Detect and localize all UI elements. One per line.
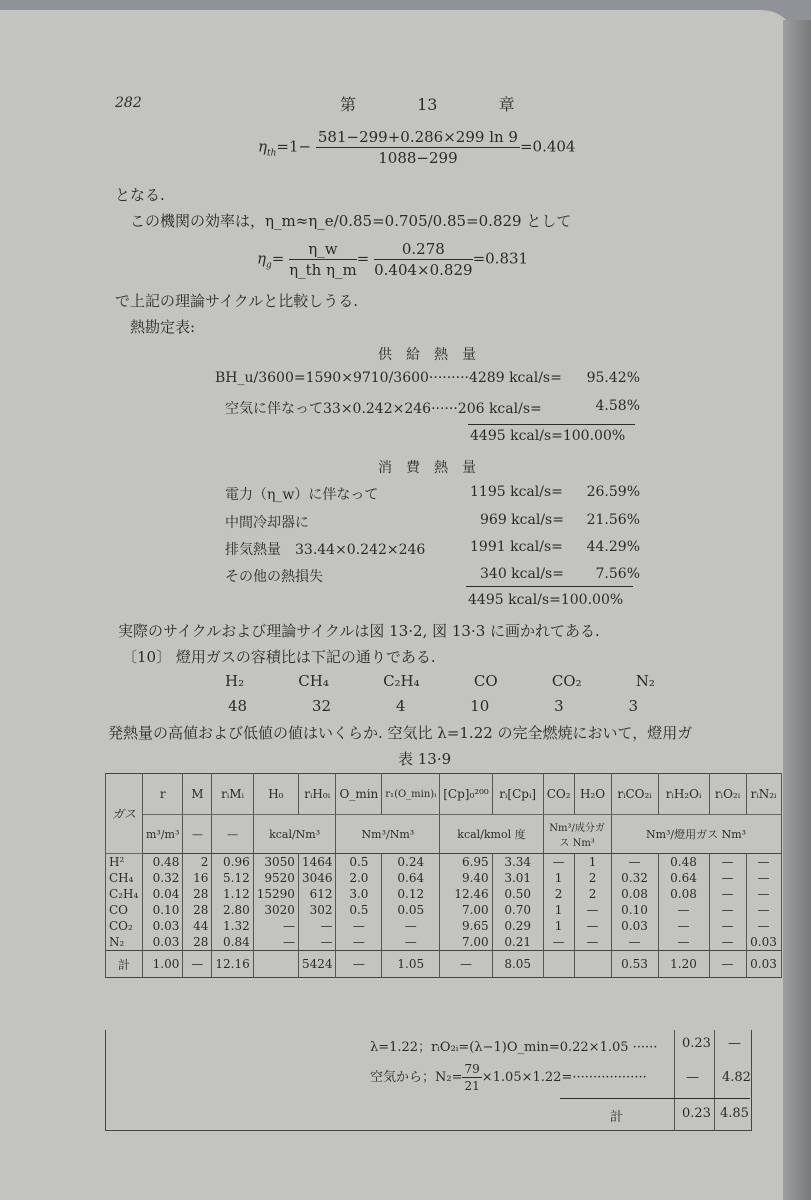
cell: 0.48 bbox=[143, 854, 183, 871]
row-value: 1991 kcal/s= bbox=[470, 539, 563, 555]
cell: 0.24 bbox=[382, 854, 440, 871]
cell: 1.12 bbox=[212, 886, 253, 902]
cell: 0.03 bbox=[143, 934, 183, 951]
footnote2-o2-value: — bbox=[686, 1070, 699, 1085]
cell: 3.0 bbox=[336, 886, 382, 902]
page-edge-shadow bbox=[783, 20, 811, 1200]
cell: — bbox=[611, 934, 658, 951]
cell bbox=[253, 951, 298, 978]
cell: 16 bbox=[183, 870, 212, 886]
cell: 1.05 bbox=[382, 951, 440, 978]
fraction bbox=[289, 240, 357, 279]
cell: 2.80 bbox=[212, 902, 253, 918]
cell: 0.12 bbox=[382, 886, 440, 902]
cell: — bbox=[336, 918, 382, 934]
cell: — bbox=[298, 918, 336, 934]
gas-name: C₂H₄ bbox=[383, 672, 420, 690]
cell: 15290 bbox=[253, 886, 298, 902]
cell: — bbox=[440, 951, 492, 978]
cell: 0.08 bbox=[611, 886, 658, 902]
header-cell: H₀ bbox=[253, 774, 298, 815]
denominator: 1088−299 bbox=[378, 149, 458, 167]
cell: 2 bbox=[543, 886, 574, 902]
chapter-heading bbox=[340, 92, 515, 115]
row-value: 340 kcal/s= bbox=[480, 566, 564, 582]
cell: — bbox=[746, 870, 781, 886]
row-value: 1195 kcal/s= bbox=[470, 484, 563, 500]
cell: 3020 bbox=[253, 902, 298, 918]
grand-total-n2: 4.85 bbox=[720, 1106, 749, 1121]
table-row bbox=[106, 886, 782, 902]
cell: 0.08 bbox=[658, 886, 709, 902]
heat-consumption-heading: 消費熱量 bbox=[378, 460, 490, 476]
header-cell: rᵢH₂Oᵢ bbox=[658, 774, 709, 815]
gas-name: N₂ bbox=[635, 672, 655, 690]
cell: — bbox=[336, 951, 382, 978]
cell: — bbox=[183, 951, 212, 978]
row-percent: 26.59% bbox=[586, 484, 640, 500]
cell: — bbox=[382, 918, 440, 934]
cell: 1 bbox=[543, 870, 574, 886]
gas-value: 4 bbox=[395, 697, 406, 715]
cell: 0.64 bbox=[658, 870, 709, 886]
grand-total-label: 計 bbox=[610, 1110, 624, 1125]
sum-rule bbox=[468, 424, 635, 425]
table-13-9 bbox=[105, 773, 782, 978]
fraction bbox=[316, 128, 520, 167]
cell: — bbox=[574, 934, 611, 951]
cell bbox=[574, 951, 611, 978]
cell: 1 bbox=[543, 918, 574, 934]
cell: — bbox=[746, 902, 781, 918]
grand-total-o2: 0.23 bbox=[682, 1106, 711, 1121]
cell: 2 bbox=[574, 870, 611, 886]
header-cell: rᵢH₀ᵢ bbox=[298, 774, 336, 815]
header-cell: CO₂ bbox=[543, 774, 574, 815]
row-label: 排気熱量 33.44×0.242×246 bbox=[225, 542, 426, 558]
footnote-n2-value: — bbox=[728, 1036, 741, 1051]
header-cell: r₁(O_min)ᵢ bbox=[382, 774, 440, 815]
cell: — bbox=[382, 934, 440, 951]
unit-cell: Nm³/成分ガス Nm³ bbox=[543, 815, 611, 854]
equation-result: =0.831 bbox=[472, 249, 529, 268]
cell: 0.10 bbox=[143, 902, 183, 918]
cell: — bbox=[746, 886, 781, 902]
eta-symbol: η bbox=[257, 249, 266, 268]
header-cell: ガス bbox=[106, 774, 143, 854]
header-cell: rᵢ[Cpᵢ] bbox=[492, 774, 543, 815]
cell: — bbox=[658, 934, 709, 951]
column-divider bbox=[714, 1030, 715, 1130]
cell: — bbox=[709, 886, 746, 902]
eta-symbol: η bbox=[258, 137, 267, 156]
paragraph-line: 実際のサイクルおよび理論サイクルは図 13·2, 図 13·3 に画かれてある. bbox=[118, 622, 600, 640]
footnote2-n2-value: 4.82 bbox=[722, 1070, 751, 1085]
heat-consumption-row bbox=[225, 484, 640, 504]
cell: 8.05 bbox=[492, 951, 543, 978]
sum-rule bbox=[466, 586, 633, 587]
row-percent: 21.56% bbox=[586, 512, 640, 528]
cell: 9520 bbox=[253, 870, 298, 886]
heat-supply-total: 4495 kcal/s=100.00% bbox=[470, 428, 626, 444]
cell: 302 bbox=[298, 902, 336, 918]
cell: 6.95 bbox=[440, 854, 492, 871]
cell: 0.5 bbox=[336, 902, 382, 918]
row-percent: 7.56% bbox=[595, 566, 640, 582]
cell: 0.10 bbox=[611, 902, 658, 918]
gas-name: CO₂ bbox=[551, 672, 582, 690]
heat-supply-row bbox=[225, 398, 640, 418]
header-cell: [Cp]₀²⁰⁰ bbox=[440, 774, 492, 815]
table-row bbox=[106, 854, 782, 871]
cell: 612 bbox=[298, 886, 336, 902]
header-cell: rᵢN₂ᵢ bbox=[746, 774, 781, 815]
cell: N₂ bbox=[106, 934, 143, 951]
eta-subscript: g bbox=[266, 260, 272, 271]
cell: 0.48 bbox=[658, 854, 709, 871]
cell: — bbox=[709, 854, 746, 871]
cell: 5424 bbox=[298, 951, 336, 978]
denominator: 0.404×0.829 bbox=[374, 261, 473, 279]
table-caption: 表 13·9 bbox=[398, 750, 452, 768]
header-cell: M bbox=[183, 774, 212, 815]
unit-cell: kcal/kmol 度 bbox=[440, 815, 543, 854]
header-cell: rᵢMᵢ bbox=[212, 774, 253, 815]
row-label: 中間冷却器に bbox=[225, 515, 309, 531]
footnote-suffix: ×1.05×1.22=·················· bbox=[481, 1070, 647, 1085]
header-cell: rᵢO₂ᵢ bbox=[709, 774, 746, 815]
gas-name: CH₄ bbox=[298, 672, 329, 690]
denominator: η_th η_m bbox=[289, 261, 357, 279]
chapter-suffix: 章 bbox=[498, 95, 515, 114]
row-label: 電力（η_w）に伴なって bbox=[225, 487, 379, 503]
problem-statement: 〔10〕 燈用ガスの容積比は下記の通りである. bbox=[122, 648, 436, 666]
cell: 0.03 bbox=[746, 951, 781, 978]
unit-cell: — bbox=[183, 815, 212, 854]
cell: CH₄ bbox=[106, 870, 143, 886]
cell: 1.20 bbox=[658, 951, 709, 978]
header-cell: H₂O bbox=[574, 774, 611, 815]
cell: 計 bbox=[106, 951, 143, 978]
heat-consumption-total: 4495 kcal/s=100.00% bbox=[468, 592, 624, 608]
unit-cell: Nm³/Nm³ bbox=[336, 815, 440, 854]
header-cell: rᵢCO₂ᵢ bbox=[611, 774, 658, 815]
cell: CO bbox=[106, 902, 143, 918]
cell: 7.00 bbox=[440, 902, 492, 918]
gas-names-row bbox=[225, 672, 655, 690]
cell: — bbox=[709, 918, 746, 934]
cell: 28 bbox=[183, 934, 212, 951]
heat-supply-row bbox=[215, 370, 640, 386]
gas-value: 48 bbox=[228, 697, 248, 715]
cell: 28 bbox=[183, 902, 212, 918]
gas-value: 32 bbox=[311, 697, 331, 715]
cell: 9.40 bbox=[440, 870, 492, 886]
cell: 3046 bbox=[298, 870, 336, 886]
cell: — bbox=[658, 902, 709, 918]
cell: 12.16 bbox=[212, 951, 253, 978]
equation-eta-th bbox=[258, 128, 575, 167]
row-percent: 95.42% bbox=[586, 370, 640, 386]
cell: 12.46 bbox=[440, 886, 492, 902]
footnote-prefix: 空気から；N₂= bbox=[370, 1070, 463, 1085]
cell: 0.64 bbox=[382, 870, 440, 886]
heat-supply-heading: 供給熱量 bbox=[378, 347, 490, 363]
cell: — bbox=[253, 934, 298, 951]
heat-consumption-row bbox=[225, 566, 640, 586]
gas-name: H₂ bbox=[225, 672, 245, 690]
question-text: 発熱量の高値および低値の値はいくらか. 空気比 λ=1.22 の完全燃焼において，燈用ガ bbox=[108, 724, 693, 742]
heat-consumption-row bbox=[225, 512, 640, 532]
cell: 1 bbox=[574, 854, 611, 871]
fraction bbox=[374, 240, 472, 279]
cell: 5.12 bbox=[212, 870, 253, 886]
cell: — bbox=[709, 951, 746, 978]
chapter-prefix: 第 bbox=[340, 95, 357, 114]
fraction bbox=[462, 1062, 481, 1093]
equation-prefix: =1− bbox=[276, 137, 312, 156]
cell: — bbox=[746, 854, 781, 871]
row-percent: 44.29% bbox=[586, 539, 640, 555]
cell: 9.65 bbox=[440, 918, 492, 934]
row-value: 4289 kcal/s= bbox=[468, 370, 562, 386]
chapter-number: 13 bbox=[417, 95, 438, 114]
gas-value: 10 bbox=[470, 697, 490, 715]
unit-cell: m³/m³ bbox=[143, 815, 183, 854]
page-number: 282 bbox=[115, 95, 142, 111]
cell: 0.50 bbox=[492, 886, 543, 902]
gas-value: 3 bbox=[628, 697, 638, 715]
numerator: η_w bbox=[289, 240, 357, 260]
table-header-row bbox=[106, 774, 782, 815]
cell: 0.32 bbox=[143, 870, 183, 886]
cell: 0.70 bbox=[492, 902, 543, 918]
cell: — bbox=[611, 854, 658, 871]
cell: 7.00 bbox=[440, 934, 492, 951]
cell: 2 bbox=[574, 886, 611, 902]
cell: — bbox=[709, 902, 746, 918]
gas-name: CO bbox=[473, 672, 498, 690]
row-value: 206 kcal/s= bbox=[457, 401, 542, 417]
row-value: 969 kcal/s= bbox=[480, 512, 564, 528]
gas-value: 3 bbox=[554, 697, 564, 715]
cell: 0.84 bbox=[212, 934, 253, 951]
cell: 3.01 bbox=[492, 870, 543, 886]
cell: 1464 bbox=[298, 854, 336, 871]
header-cell: r bbox=[143, 774, 183, 815]
cell: 3050 bbox=[253, 854, 298, 871]
equation-eta-g: $\eta_g=$ $\frac{\eta\_w}{\text{η\_th η\_m}}$ = $\frac{0.278}{0.404\times 0.829}$ =0.831 bbox=[257, 240, 529, 279]
row-label: 空気に伴なって33×0.242×246······ bbox=[225, 401, 458, 417]
cell: 0.96 bbox=[212, 854, 253, 871]
cell: — bbox=[574, 918, 611, 934]
cell: 0.03 bbox=[746, 934, 781, 951]
cell: — bbox=[709, 870, 746, 886]
numerator: 79 bbox=[464, 1062, 480, 1076]
paragraph-line: で上記の理論サイクルと比較しうる. bbox=[115, 292, 358, 310]
cell: H² bbox=[106, 854, 143, 871]
cell: 1.00 bbox=[143, 951, 183, 978]
unit-cell: kcal/Nm³ bbox=[253, 815, 336, 854]
cell: — bbox=[253, 918, 298, 934]
footnote-o2: λ=1.22；rᵢO₂ᵢ=(λ−1)O_min=0.22×1.05 ······ bbox=[370, 1040, 658, 1055]
paragraph-line: となる. bbox=[115, 186, 165, 204]
header-cell: O_min bbox=[336, 774, 382, 815]
cell: 0.5 bbox=[336, 854, 382, 871]
cell: 2 bbox=[183, 854, 212, 871]
row-label: その他の熱損失 bbox=[225, 569, 323, 585]
cell: 0.21 bbox=[492, 934, 543, 951]
cell: — bbox=[298, 934, 336, 951]
cell: — bbox=[746, 918, 781, 934]
cell: 0.04 bbox=[143, 886, 183, 902]
table-row bbox=[106, 934, 782, 951]
heat-consumption-row bbox=[225, 539, 640, 559]
gas-values-row bbox=[228, 697, 638, 715]
footnote-o2-value: 0.23 bbox=[682, 1036, 711, 1051]
column-divider bbox=[674, 1030, 675, 1130]
sum-rule bbox=[560, 1098, 750, 1099]
section-label: 熱勘定表: bbox=[130, 318, 196, 336]
cell: CO₂ bbox=[106, 918, 143, 934]
cell: 44 bbox=[183, 918, 212, 934]
cell: C₂H₄ bbox=[106, 886, 143, 902]
cell bbox=[543, 951, 574, 978]
cell: — bbox=[658, 918, 709, 934]
row-percent: 4.58% bbox=[595, 398, 640, 414]
table-row bbox=[106, 870, 782, 886]
cell: 2.0 bbox=[336, 870, 382, 886]
cell: — bbox=[709, 934, 746, 951]
table-row bbox=[106, 902, 782, 918]
paragraph-line: この機関の効率は，η_m≈η_e/0.85=0.705/0.85=0.829 として bbox=[130, 212, 572, 230]
footnote-n2 bbox=[370, 1062, 647, 1093]
table-row bbox=[106, 918, 782, 934]
cell: — bbox=[336, 934, 382, 951]
cell: — bbox=[543, 934, 574, 951]
cell: 3.34 bbox=[492, 854, 543, 871]
row-label: BH_u/3600=1590×9710/3600········· bbox=[215, 370, 469, 386]
cell: 0.03 bbox=[143, 918, 183, 934]
cell: 28 bbox=[183, 886, 212, 902]
denominator: 21 bbox=[464, 1079, 480, 1093]
unit-cell: Nm³/燈用ガス Nm³ bbox=[611, 815, 781, 854]
cell: 1.32 bbox=[212, 918, 253, 934]
unit-cell: — bbox=[212, 815, 253, 854]
cell: 1 bbox=[543, 902, 574, 918]
cell: — bbox=[543, 854, 574, 871]
equation-result: =0.404 bbox=[519, 137, 576, 156]
eta-subscript: th bbox=[267, 148, 277, 159]
table-total-row bbox=[106, 951, 782, 978]
cell: 0.32 bbox=[611, 870, 658, 886]
numerator: 0.278 bbox=[374, 240, 472, 260]
cell: 0.05 bbox=[382, 902, 440, 918]
cell: 0.53 bbox=[611, 951, 658, 978]
numerator: 581−299+0.286×299 ln 9 bbox=[317, 128, 518, 146]
cell: 0.03 bbox=[611, 918, 658, 934]
cell: — bbox=[574, 902, 611, 918]
cell: 0.29 bbox=[492, 918, 543, 934]
table-unit-row bbox=[106, 815, 782, 854]
